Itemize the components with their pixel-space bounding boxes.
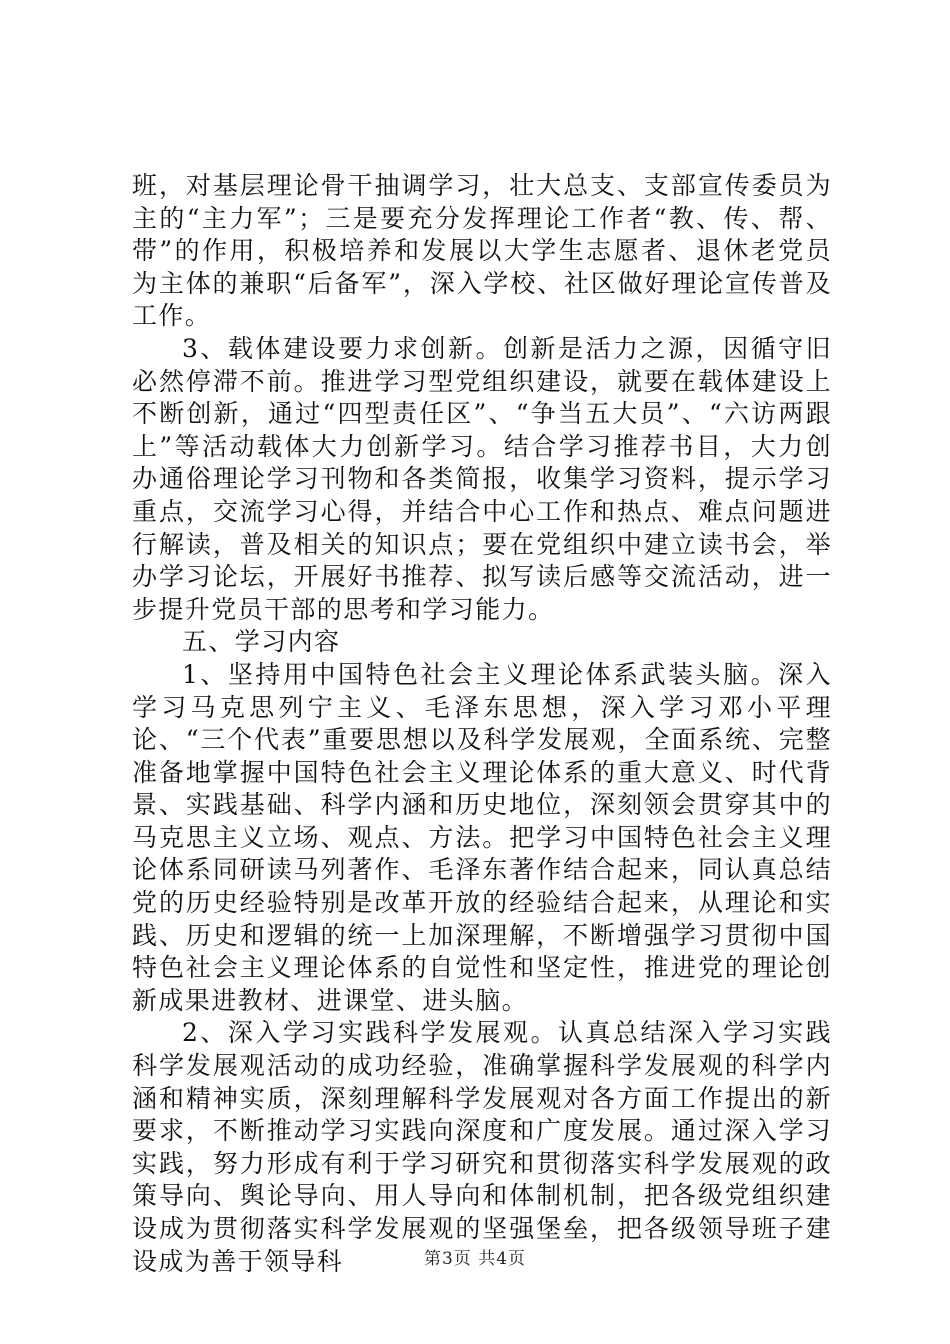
paragraph-continuation: 班，对基层理论骨干抽调学习，壮大总支、支部宣传委员为主的“主力军”；三是要充分发挥理论工作者“教、传、帮、带”的作用，积极培养和发展以大学生志愿者、退休老党员为主体的兼职“后备军”，深入学校、社区做好理论宣传普及工作。 — [132, 171, 832, 331]
page-number-footer: 第3页 共4页 — [423, 1249, 527, 1269]
document-body — [132, 170, 832, 1278]
paragraph-scientific-development: 2、深入学习实践科学发展观。认真总结深入学习实践科学发展观活动的成功经验，准确掌握科学发展观的科学内涵和精神实质，深刻理解科学发展观对各方面工作提出的新要求，不断推动学习实践向深度和广度发展。通过深入学习实践，努力形成有利于学习研究和贯彻落实科学发展观的政策导向、舆论导向、用人导向和体制机制，把各级党组织建设成为贯彻落实科学发展观的坚强堡垒，把各级领导班子建设成为善于领导科 — [132, 1018, 832, 1276]
paragraph-theory-system: 1、坚持用中国特色社会主义理论体系武装头脑。深入学习马克思列宁主义、毛泽东思想，深入学习邓小平理论、“三个代表”重要思想以及科学发展观，全面系统、完整准备地掌握中国特色社会主义理论体系的重大意义、时代背景、实践基础、科学内涵和历史地位，深刻领会贯穿其中的马克思主义立场、观点、方法。把学习中国特色社会主义理论体系同研读马列著作、毛泽东著作结合起来，同认真总结党的历史经验特别是改革开放的经验结合起来，从理论和实践、历史和逻辑的统一上加深理解，不断增强学习贯彻中国特色社会主义理论体系的自觉性和坚定性，推进党的理论创新成果进教材、进课堂、进头脑。 — [132, 659, 832, 1015]
section-heading-study-content: 五、学习内容 — [182, 627, 341, 657]
paragraph-carrier-innovation: 3、载体建设要力求创新。创新是活力之源，因循守旧必然停滞不前。推进学习型党组织建设，就要在载体建设上不断创新，通过“四型责任区”、“争当五大员”、“六访两跟上”等活动载体大力创新学习。结合学习推荐书目，大力创办通俗理论学习刊物和各类简报，收集学习资料，提示学习重点，交流学习心得，并结合中心工作和热点、难点问题进行解读，普及相关的知识点；要在党组织中建立读书会，举办学习论坛，开展好书推荐、拟写读后感等交流活动，进一步提升党员干部的思考和学习能力。 — [132, 333, 832, 624]
